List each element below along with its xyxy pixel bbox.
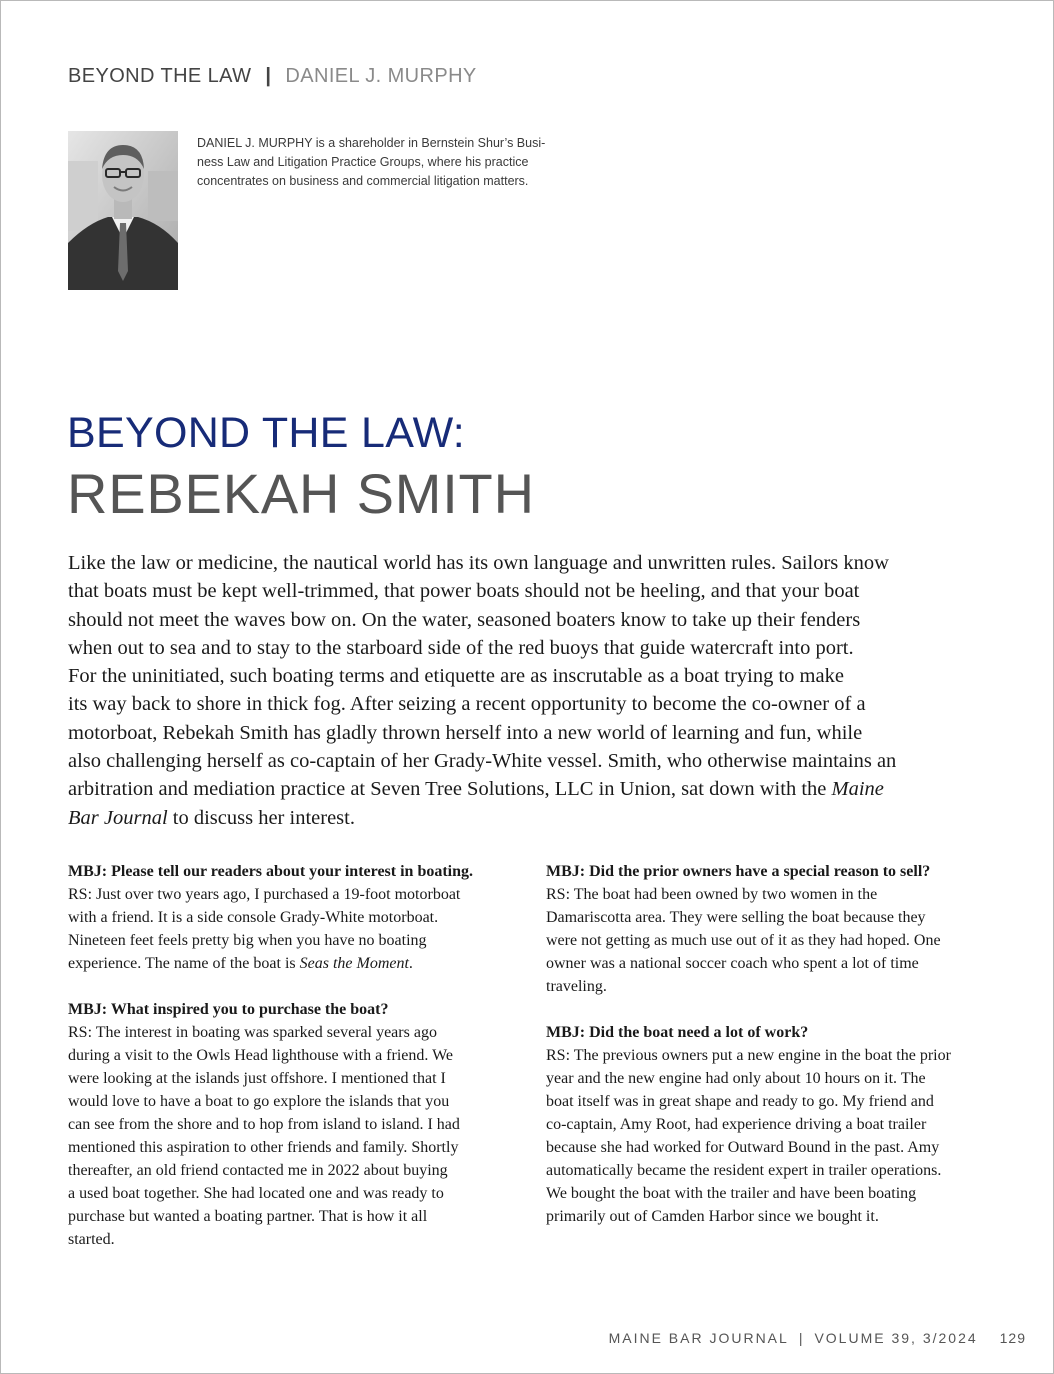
article-title: REBEKAH SMITH — [67, 462, 535, 525]
interview-question: MBJ: Please tell our readers about your interest in boating. — [68, 863, 474, 880]
interview-question: MBJ: Did the prior owners have a special reason to sell? — [546, 863, 931, 880]
bio-line: DANIEL J. MURPHY is a shareholder in Bernstein Shur’s Busi- — [197, 136, 546, 150]
answer-line: RS: Just over two years ago, I purchased a 19-foot motorboat — [68, 886, 461, 903]
answer-line: year and the new engine had only about 10 hours on it. The — [546, 1070, 926, 1087]
intro-line: motorboat, Rebekah Smith has gladly thrown herself into a new world of learning and fun, while — [68, 721, 863, 744]
answer-line: were not getting as much use out of it as they had hoped. One — [546, 932, 941, 949]
answer-line: thereafter, an old friend contacted me in 2022 about buying — [68, 1162, 448, 1179]
intro-line: that boats must be kept well-trimmed, that power boats should not be heeling, and that your boat — [68, 580, 860, 603]
author-bio — [197, 134, 589, 191]
answer-line — [68, 952, 538, 975]
boat-name-italic: Seas the Moment — [299, 955, 409, 972]
answer-line: a used boat together. She had located one and was ready to — [68, 1185, 444, 1202]
answer-line: Damariscotta area. They were selling the boat because they — [546, 909, 926, 926]
article-kicker: BEYOND THE LAW: — [67, 409, 465, 457]
answer-line: co-captain, Amy Root, had experience driving a boat trailer — [546, 1116, 927, 1133]
interview-answer — [68, 883, 538, 975]
bio-line: concentrates on business and commercial litigation matters. — [197, 174, 529, 188]
bio-line: ness Law and Litigation Practice Groups, where his practice — [197, 155, 529, 169]
author-photo — [68, 131, 178, 290]
answer-line: because she had worked for Outward Bound in the past. Amy — [546, 1139, 940, 1156]
journal-name: MAINE BAR JOURNAL — [608, 1330, 789, 1346]
answer-text: experience. The name of the boat is — [68, 955, 300, 972]
interview-answer — [68, 1021, 538, 1251]
answer-line: We bought the boat with the trailer and have been boating — [546, 1185, 917, 1202]
answer-line: RS: The previous owners put a new engine in the boat the prior — [546, 1047, 951, 1064]
running-header — [68, 65, 477, 88]
answer-line: RS: The interest in boating was sparked several years ago — [68, 1024, 437, 1041]
answer-line: RS: The boat had been owned by two women in the — [546, 886, 878, 903]
header-author: DANIEL J. MURPHY — [285, 65, 477, 87]
author-portrait-image — [68, 131, 178, 290]
intro-line-text: to discuss her interest. — [167, 806, 355, 829]
answer-line: mentioned this aspiration to other friends and family. Shortly — [68, 1139, 459, 1156]
answer-line: during a visit to the Owls Head lighthouse with a friend. We — [68, 1047, 454, 1064]
answer-line: started. — [68, 1231, 115, 1248]
qa-block — [546, 860, 1016, 998]
qa-block — [68, 998, 538, 1251]
interview-column-right — [546, 860, 1016, 1251]
qa-block — [68, 860, 538, 975]
qa-block — [546, 1021, 1016, 1228]
journal-name-italic: Maine — [831, 778, 884, 801]
interview-answer — [546, 883, 1016, 998]
answer-line: automatically became the resident expert in trailer operations. — [546, 1162, 942, 1179]
answer-line: traveling. — [546, 978, 607, 995]
answer-line: would love to have a boat to go explore the islands that you — [68, 1093, 450, 1110]
intro-line — [68, 775, 983, 803]
journal-name-italic: Bar Journal — [68, 806, 168, 829]
answer-line: Nineteen feet feels pretty big when you have no boating — [68, 932, 427, 949]
footer-separator: | — [798, 1330, 805, 1346]
answer-text: . — [408, 955, 413, 972]
answer-line: with a friend. It is a side console Grady-White motorboat. — [68, 909, 439, 926]
intro-line: its way back to shore in thick fog. After seizing a recent opportunity to become the co-owner of a — [68, 693, 866, 716]
intro-line — [68, 804, 983, 832]
intro-line: also challenging herself as co-captain of her Grady-White vessel. Smith, who otherwise maintains an — [68, 750, 897, 773]
volume-info: VOLUME 39, 3/2024 — [814, 1330, 978, 1346]
answer-line: purchase but wanted a boating partner. That is how it all — [68, 1208, 428, 1225]
page-footer — [609, 1330, 1026, 1346]
interview-answer — [546, 1044, 1016, 1228]
section-name: BEYOND THE LAW — [68, 65, 252, 87]
answer-line: primarily out of Camden Harbor since we bought it. — [546, 1208, 879, 1225]
header-separator: | — [265, 65, 272, 87]
intro-line: Like the law or medicine, the nautical world has its own language and unwritten rules. Sailors know — [68, 552, 889, 574]
page-number: 129 — [999, 1330, 1026, 1346]
answer-line: boat itself was in great shape and ready to go. My friend and — [546, 1093, 934, 1110]
interview-question: MBJ: Did the boat need a lot of work? — [546, 1024, 809, 1041]
intro-line-text: arbitration and mediation practice at Seven Tree Solutions, LLC in Union, sat down with the — [68, 778, 832, 801]
intro-line: For the uninitiated, such boating terms and etiquette are as inscrutable as a boat trying to make — [68, 665, 844, 688]
intro-line: should not meet the waves bow on. On the water, seasoned boaters know to take up their fenders — [68, 608, 861, 631]
intro-paragraph — [68, 549, 983, 832]
interview-column-left — [68, 860, 538, 1274]
interview-question: MBJ: What inspired you to purchase the boat? — [68, 1001, 389, 1018]
answer-line: were looking at the islands just offshore. I mentioned that I — [68, 1070, 446, 1087]
intro-line: when out to sea and to stay to the starboard side of the red buoys that guide watercraft into port. — [68, 636, 854, 659]
answer-line: owner was a national soccer coach who spent a lot of time — [546, 955, 919, 972]
answer-line: can see from the shore and to hop from island to island. I had — [68, 1116, 460, 1133]
